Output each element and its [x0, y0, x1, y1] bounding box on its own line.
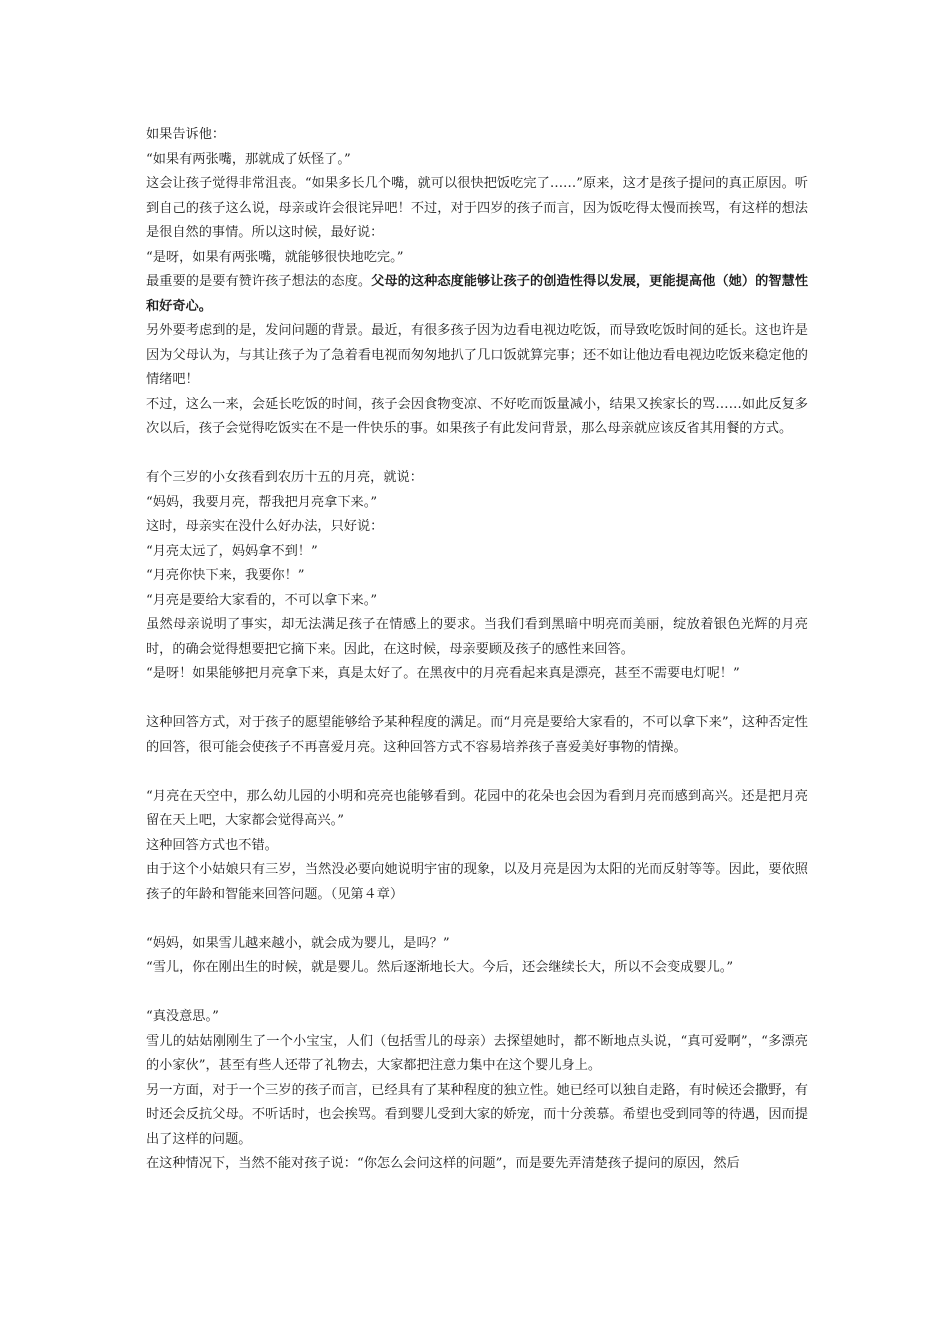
- emphasis-text: 父母的这种态度能够让孩子的创造性得以发展，更能提高他（她）的智慧性和好奇心。: [146, 274, 809, 314]
- blank-line: [146, 760, 808, 785]
- blank-line: [146, 687, 808, 712]
- paragraph: “妈妈，我要月亮，帮我把月亮拿下来。”: [146, 494, 378, 510]
- paragraph: “妈妈，如果雪儿越来越小，就会成为婴儿，是吗？”: [146, 935, 450, 951]
- paragraph: 这会让孩子觉得非常沮丧。“如果多长几个嘴，就可以很快把饭吃完了……”原来，这才是孩子提问的真正原因。听到自己的孩子这么说，母亲或许会很诧异吧！不过，对于四岁的孩子而言，因为饭吃得太慢而挨骂，有这样的想法是很自然的事情。所以这时候，最好说：: [146, 176, 808, 240]
- paragraph: 这种回答方式，对于孩子的愿望能够给予某种程度的满足。而“月亮是要给大家看的，不可以拿下来”，这种否定性的回答，很可能会使孩子不再喜爱月亮。这种回答方式不容易培养孩子喜爱美好事物的情操。: [146, 715, 808, 755]
- blank-line: [146, 442, 808, 467]
- blank-line: [146, 981, 808, 1006]
- blank-line: [146, 907, 808, 932]
- paragraph: “是呀！如果能够把月亮拿下来，真是太好了。在黑夜中的月亮看起来真是漂亮，甚至不需要电灯呢！”: [146, 666, 740, 681]
- document-body: [146, 123, 808, 1177]
- paragraph: 这时，母亲实在没什么好办法，只好说：: [146, 519, 384, 534]
- paragraph: “月亮你快下来，我要你！”: [146, 568, 305, 583]
- paragraph: 在这种情况下，当然不能对孩子说：“你怎么会问这样的问题”，而是要先弄清楚孩子提问的原因，然后: [146, 1156, 740, 1171]
- paragraph: “如果有两张嘴，那就成了妖怪了。”: [146, 151, 351, 167]
- paragraph: 不过，这么一来，会延长吃饭的时间，孩子会因食物变凉、不好吃而饭量减小，结果又挨家长的骂……如此反复多次以后，孩子会觉得吃饭实在不是一件快乐的事。如果孩子有此发问背景，那么母亲就应该反省其用餐的方式。: [146, 396, 808, 436]
- paragraph: 有个三岁的小女孩看到农历十五的月亮，就说：: [146, 470, 423, 485]
- paragraph: 雪儿的姑姑刚刚生了一个小宝宝，人们（包括雪儿的母亲）去探望她时，都不断地点头说，“真可爱啊”，“多漂亮的小家伙”，甚至有些人还带了礼物去，大家都把注意力集中在这个婴儿身上。: [146, 1033, 808, 1073]
- paragraph: “真没意思。”: [146, 1009, 219, 1024]
- paragraph: “月亮是要给大家看的，不可以拿下来。”: [146, 592, 378, 608]
- paragraph: 另外要考虑到的是，发问问题的背景。最近，有很多孩子因为边看电视边吃饭，而导致吃饭时间的延长。这也许是因为父母认为，与其让孩子为了急着看电视而匆匆地扒了几口饭就算完事；还不如让他边看电视边吃饭来稳定他的情绪吧！: [146, 323, 808, 387]
- paragraph-text: 最重要的是要有赞许孩子想法的态度。: [146, 274, 372, 289]
- paragraph: “雪儿，你在刚出生的时候，就是婴儿。然后逐渐地长大。今后，还会继续长大，所以不会变成婴儿。”: [146, 960, 734, 975]
- paragraph: 虽然母亲说明了事实，却无法满足孩子在情感上的要求。当我们看到黑暗中明亮而美丽，绽放着银色光辉的月亮时，的确会觉得想要把它摘下来。因此，在这时候，母亲要顾及孩子的感性来回答。: [146, 617, 808, 657]
- paragraph: [146, 270, 808, 319]
- paragraph: 由于这个小姑娘只有三岁，当然没必要向她说明宇宙的现象，以及月亮是因为太阳的光而反射等等。因此，要依照孩子的年龄和智能来回答问题。（见第４章）: [146, 862, 808, 902]
- paragraph: 另一方面，对于一个三岁的孩子而言，已经具有了某种程度的独立性。她已经可以独自走路，有时候还会撒野，有时还会反抗父母。不听话时，也会挨骂。看到婴儿受到大家的娇宠，而十分羡慕。希望也受到同等的待遇，因而提出了这样的问题。: [146, 1082, 808, 1147]
- paragraph: “月亮在天空中，那么幼儿园的小明和亮亮也能够看到。花园中的花朵也会因为看到月亮而感到高兴。还是把月亮留在天上吧，大家都会觉得高兴。”: [146, 788, 808, 828]
- paragraph: “是呀，如果有两张嘴，就能够很快地吃完。”: [146, 249, 404, 265]
- paragraph: 这种回答方式也不错。: [146, 837, 278, 853]
- paragraph: “月亮太远了，妈妈拿不到！”: [146, 543, 318, 559]
- paragraph: 如果告诉他：: [146, 127, 226, 142]
